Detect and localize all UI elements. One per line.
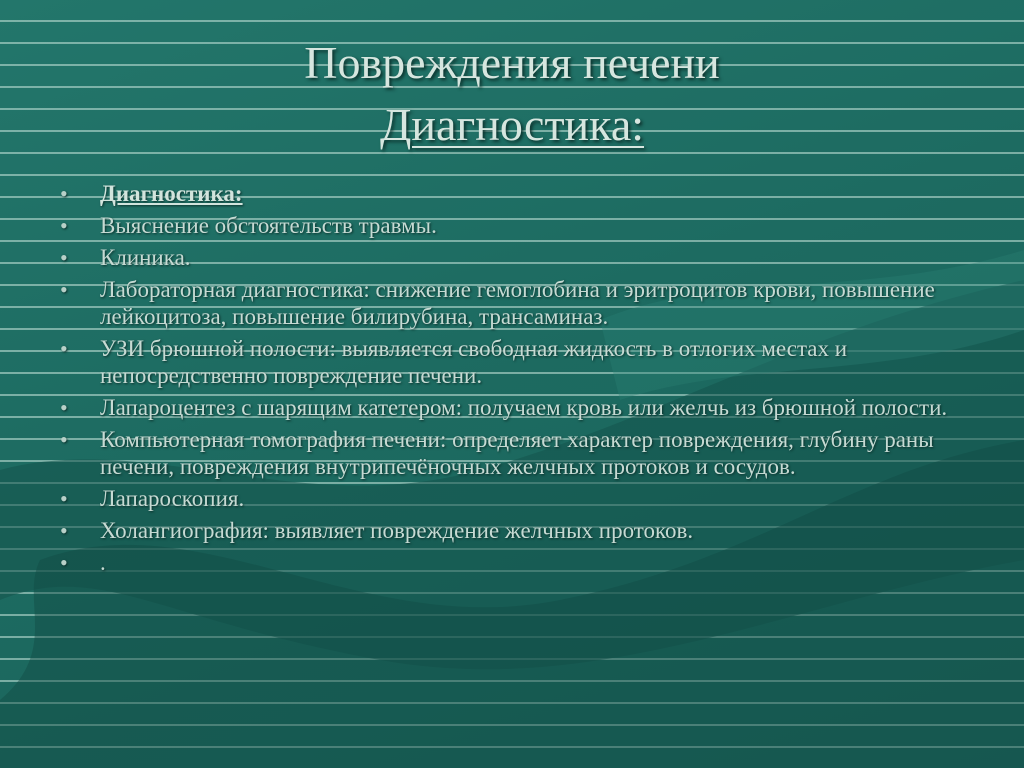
bullet-text: Клиника. [100, 245, 191, 270]
bullet-item [60, 335, 960, 389]
bullet-text: Лапароскопия. [100, 486, 245, 511]
bullet-text: Холангиография: выявляет повреждение желчных протоков. [100, 518, 694, 543]
bullet-item [60, 276, 960, 330]
bullet-text: УЗИ брюшной полости: выявляется свободная жидкость в отлогих местах и непосредственно повреждение печени. [100, 336, 848, 388]
bullet-text: Лабораторная диагностика: снижение гемоглобина и эритроцитов крови, повышение лейкоцитоза, повышение билирубина, трансаминаз. [100, 277, 935, 329]
bullet-list [60, 180, 960, 581]
bullet-dot-icon: • [60, 518, 68, 543]
bullet-item [60, 517, 960, 544]
bullet-dot-icon: • [60, 395, 68, 420]
bullet-item [60, 394, 960, 421]
bullet-dot-icon: • [60, 336, 68, 361]
title-line-2: Диагностика: [379, 99, 645, 150]
title-line-1: Повреждения печени [304, 37, 720, 88]
bullet-dot-icon: • [60, 427, 68, 452]
bullet-text: Выяснение обстоятельств травмы. [100, 213, 437, 238]
bullet-item [60, 180, 960, 207]
bullet-dot-icon: • [60, 245, 68, 270]
bullet-dot-icon: • [60, 486, 68, 511]
bullet-dot-icon: • [60, 181, 68, 206]
bullet-item [60, 244, 960, 271]
slide-title [0, 32, 1024, 156]
bullet-text: . [100, 550, 106, 575]
bullet-dot-icon: • [60, 550, 68, 575]
bullet-item [60, 549, 960, 576]
bullet-item [60, 212, 960, 239]
bullet-item [60, 426, 960, 480]
bullet-dot-icon: • [60, 277, 68, 302]
bullet-text: Лапароцентез с шарящим катетером: получаем кровь или желчь из брюшной полости. [100, 395, 948, 420]
bullet-item [60, 485, 960, 512]
bullet-text: Компьютерная томография печени: определяет характер повреждения, глубину раны печени, повреждения внутрипечёночных желчных протоков и сосудов. [100, 427, 934, 479]
bullet-text: Диагностика: [100, 181, 243, 206]
bullet-dot-icon: • [60, 213, 68, 238]
